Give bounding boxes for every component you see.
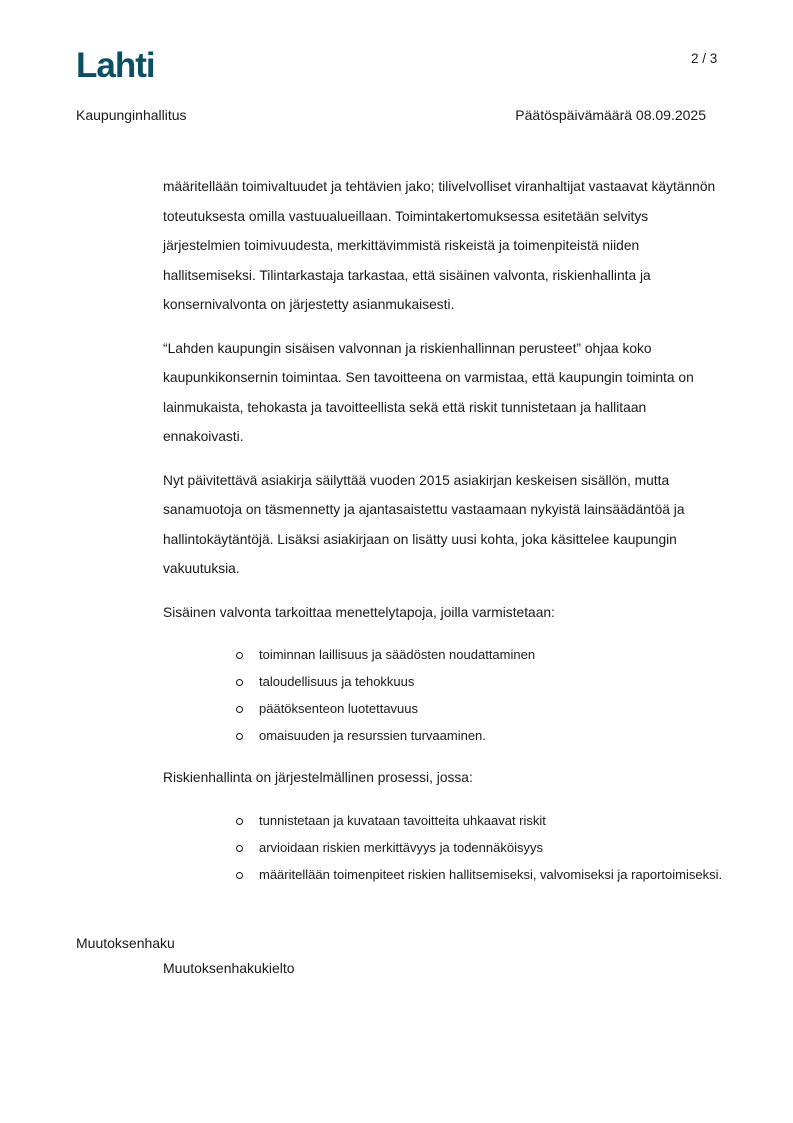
circle-bullet-icon [236, 652, 243, 659]
internal-control-list [163, 641, 728, 749]
circle-bullet-icon [236, 818, 243, 825]
circle-bullet-icon [236, 872, 243, 879]
paragraph: “Lahden kaupungin sisäisen valvonnan ja riskienhallinnan perusteet” ohjaa koko kaupunkikonsernin toimintaa. Sen tavoitteena on varmistaa, että kaupungin toiminta on lainmukaista, tehokasta ja tavoitteellista sekä että riskit tunnistetaan ja hallitaan ennakoivasti. [163, 340, 694, 444]
paragraph: määritellään toimivaltuudet ja tehtävien jako; tilivelvolliset viranhaltijat vastaavat käytännön toteutuksesta omilla vastuualueillaan. Toimintakertomuksessa esitetään selvitys järjestelmien toimivuudesta, merkittävimmistä riskeistä ja toimenpiteistä niiden hallitsemiseksi. Tilintarkastaja tarkastaa, että sisäinen valvonta, riskienhallinta ja konsernivalvonta on järjestetty asianmukaisesti. [163, 179, 716, 312]
paragraph: Riskienhallinta on järjestelmällinen prosessi, jossa: [163, 770, 473, 785]
document-body [163, 172, 728, 902]
appeal-heading: Muutoksenhaku [76, 935, 175, 951]
list-item: omaisuuden ja resurssien turvaaminen. [235, 722, 728, 749]
list-item: määritellään toimenpiteet riskien hallitsemiseksi, valvomiseksi ja raportoimiseksi. [235, 861, 728, 888]
circle-bullet-icon [236, 733, 243, 740]
decision-date: Päätöspäivämäärä 08.09.2025 [515, 107, 706, 123]
circle-bullet-icon [236, 679, 243, 686]
list-item: tunnistetaan ja kuvataan tavoitteita uhkaavat riskit [235, 807, 728, 834]
paragraph: Nyt päivitettävä asiakirja säilyttää vuoden 2015 asiakirjan keskeisen sisällön, mutta sanamuotoja on täsmennetty ja ajantasaistettu vastaamaan nykyistä lainsäädäntöä ja hallintokäytäntöjä. Lisäksi asiakirjaan on lisätty uusi kohta, joka käsittelee kaupungin vakuutuksia. [163, 472, 685, 576]
organization-name: Kaupunginhallitus [76, 107, 187, 123]
list-item: arvioidaan riskien merkittävyys ja todennäköisyys [235, 834, 728, 861]
svg-text:Lahti: Lahti [76, 48, 155, 82]
circle-bullet-icon [236, 845, 243, 852]
list-item: päätöksenteon luotettavuus [235, 695, 728, 722]
page-number: 2 / 3 [691, 51, 718, 66]
risk-management-list [163, 807, 728, 888]
paragraph: Sisäinen valvonta tarkoittaa menettelytapoja, joilla varmistetaan: [163, 604, 555, 620]
lahti-logo [76, 48, 168, 82]
circle-bullet-icon [236, 706, 243, 713]
list-item: toiminnan laillisuus ja säädösten noudattaminen [235, 641, 728, 668]
appeal-text: Muutoksenhakukielto [163, 960, 295, 976]
list-item: taloudellisuus ja tehokkuus [235, 668, 728, 695]
